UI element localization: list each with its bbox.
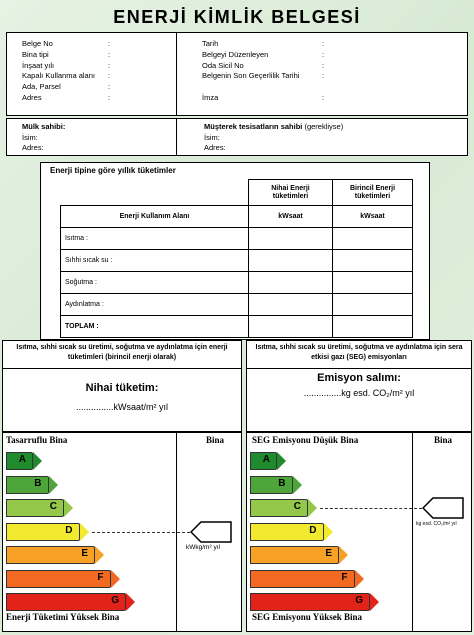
info-right-label: İmza	[202, 93, 219, 102]
row-label-total: TOPLAM :	[61, 316, 249, 338]
emission-bar-label: A	[262, 454, 270, 465]
emission-bar-label: C	[293, 501, 301, 512]
row-label: Soğutma :	[61, 272, 249, 294]
emission-bar-label: G	[355, 595, 363, 606]
energy-scale-bina-label: Bina	[206, 435, 225, 445]
energy-bar-label: C	[49, 501, 57, 512]
emission-bar-label: F	[341, 571, 348, 583]
final-value: ...............kWsaat/m² yıl	[75, 402, 168, 412]
energy-bar-tip	[95, 546, 104, 564]
emission-bar-label: D	[309, 524, 317, 536]
consumption-table	[60, 179, 413, 338]
col-primary-header: Birincil Enerji tüketimleri	[333, 180, 413, 206]
energy-pointer-line	[92, 532, 191, 533]
info-right-colon: :	[322, 71, 325, 81]
final-header-line	[2, 368, 242, 369]
energy-bar-label: E	[81, 548, 88, 559]
emission-bar-b	[250, 476, 293, 494]
emission-scale-bottom-label: SEG Emisyonu Yüksek Bina	[252, 612, 362, 622]
emission-bar-a	[250, 452, 277, 470]
info-right-colon: :	[322, 39, 325, 48]
energy-bar-g	[6, 593, 126, 611]
table-row	[61, 316, 413, 338]
owner-address: Adres:	[22, 143, 44, 152]
emission-bar-tip	[355, 570, 364, 588]
emission-bar-tip	[277, 452, 286, 470]
energy-bar-label: D	[65, 524, 73, 536]
table-row	[61, 272, 413, 294]
emission-pointer-line	[320, 508, 422, 509]
shared-name: İsim:	[204, 133, 220, 142]
energy-bar-label: B	[34, 477, 42, 489]
emission-pointer-arrow	[422, 497, 464, 519]
final-title: Nihai tüketim:	[85, 382, 159, 394]
info-left-colon: :	[108, 71, 111, 81]
table-row	[61, 294, 413, 316]
col-area-header: Enerji Kullanım Alanı	[61, 206, 249, 228]
energy-bar-d	[6, 523, 80, 541]
info-left-colon: :	[108, 49, 111, 59]
energy-bar-label: G	[111, 595, 119, 606]
emission-bar-g	[250, 593, 370, 611]
table-row	[61, 250, 413, 272]
owner-title: Mülk sahibi:	[22, 122, 66, 131]
info-right-label: Belgenin Son Geçerlilik Tarihi	[202, 71, 300, 81]
energy-bar-label: F	[97, 571, 104, 583]
emission-bar-e	[250, 546, 339, 564]
energy-bar-e	[6, 546, 95, 564]
info-right-label: Oda Sicil No	[202, 60, 244, 70]
emission-scale-top-label: SEG Emisyonu Düşük Bina	[252, 435, 359, 445]
info-left-label: Belge No	[22, 39, 53, 48]
emission-scale-bina-label: Bina	[434, 435, 453, 445]
emission-header-line	[246, 368, 472, 369]
info-left-label: Bina tipi	[22, 49, 49, 59]
info-left-label: İnşaat yılı	[22, 60, 55, 70]
energy-bar-tip	[49, 476, 58, 494]
owner-divider	[176, 118, 177, 156]
col-final-header: Nihai Enerji tüketimleri	[249, 180, 333, 206]
unit-final: kWsaat	[249, 206, 333, 228]
emission-bar-label: B	[278, 477, 286, 489]
final-header: Isıtma, sıhhi sıcak su üretimi, soğutma ve aydınlatma için enerji tüketimleri (birincil enerji olarak)	[16, 344, 228, 361]
energy-scale-bottom-label: Enerji Tüketimi Yüksek Bina	[6, 612, 120, 622]
info-right-colon: :	[322, 49, 325, 59]
emission-header: Isıtma, sıhhi sıcak su üretimi, soğutma ve aydınlatma için sera etkisi gazı (SEG) emisyonları	[255, 344, 463, 361]
info-right-colon: :	[322, 93, 325, 102]
emission-value: ...............kg esd. CO₂/m² yıl	[303, 388, 415, 398]
emission-bar-c	[250, 499, 308, 517]
info-divider	[176, 32, 177, 116]
info-right-label: Tarih	[202, 39, 219, 48]
energy-bar-tip	[126, 593, 135, 611]
table-header-row	[61, 180, 413, 206]
energy-bar-f	[6, 570, 111, 588]
energy-bar-a	[6, 452, 33, 470]
energy-bar-label: A	[18, 454, 26, 465]
row-label: Isıtma :	[61, 228, 249, 250]
table-row	[61, 228, 413, 250]
info-right-label: Belgeyi Düzenleyen	[202, 49, 269, 59]
energy-bar-b	[6, 476, 49, 494]
energy-bar-tip	[33, 452, 42, 470]
shared-address: Adres:	[204, 143, 226, 152]
info-left-colon: :	[108, 82, 111, 92]
info-left-colon: :	[108, 39, 111, 48]
info-left-colon: :	[108, 93, 111, 102]
emission-bar-tip	[308, 499, 317, 517]
emission-bar-d	[250, 523, 324, 541]
emission-bar-f	[250, 570, 355, 588]
shared-note: (gerekliyse)	[304, 122, 344, 131]
emission-bar-label: E	[325, 548, 332, 559]
energy-scale-top-label: Tasarruflu Bina	[6, 435, 68, 445]
emission-title: Emisyon salımı:	[317, 372, 401, 384]
info-right-colon: :	[322, 60, 325, 70]
shared-owner-title	[204, 122, 343, 131]
info-left-label: Kapalı Kullanma alanı	[22, 71, 95, 81]
energy-bar-tip	[111, 570, 120, 588]
energy-bar-tip	[80, 523, 89, 541]
emission-bar-tip	[324, 523, 333, 541]
emission-pointer-unit: kg esd. CO₂/m² yıl	[416, 521, 457, 527]
shared-title: Müşterek tesisatların sahibi	[204, 122, 303, 131]
owner-name: İsim:	[22, 133, 38, 142]
info-left-label: Ada, Parsel	[22, 82, 61, 92]
row-label: Sıhhi sıcak su :	[61, 250, 249, 272]
emission-bar-tip	[293, 476, 302, 494]
energy-bar-c	[6, 499, 64, 517]
row-label: Aydınlatma :	[61, 294, 249, 316]
emission-bar-tip	[339, 546, 348, 564]
info-left-label: Adres	[22, 93, 42, 102]
energy-pointer-unit: kWkg/m² yıl	[186, 544, 220, 551]
unit-primary: kWsaat	[333, 206, 413, 228]
emission-scale-divider	[412, 432, 413, 632]
certificate-title: ENERJİ KİMLİK BELGESİ	[113, 7, 361, 27]
consumption-heading: Enerji tipine göre yıllık tüketimler	[50, 166, 176, 175]
energy-bar-tip	[64, 499, 73, 517]
energy-pointer-arrow	[190, 521, 232, 543]
info-left-colon: :	[108, 60, 111, 70]
emission-bar-tip	[370, 593, 379, 611]
table-unit-row	[61, 206, 413, 228]
